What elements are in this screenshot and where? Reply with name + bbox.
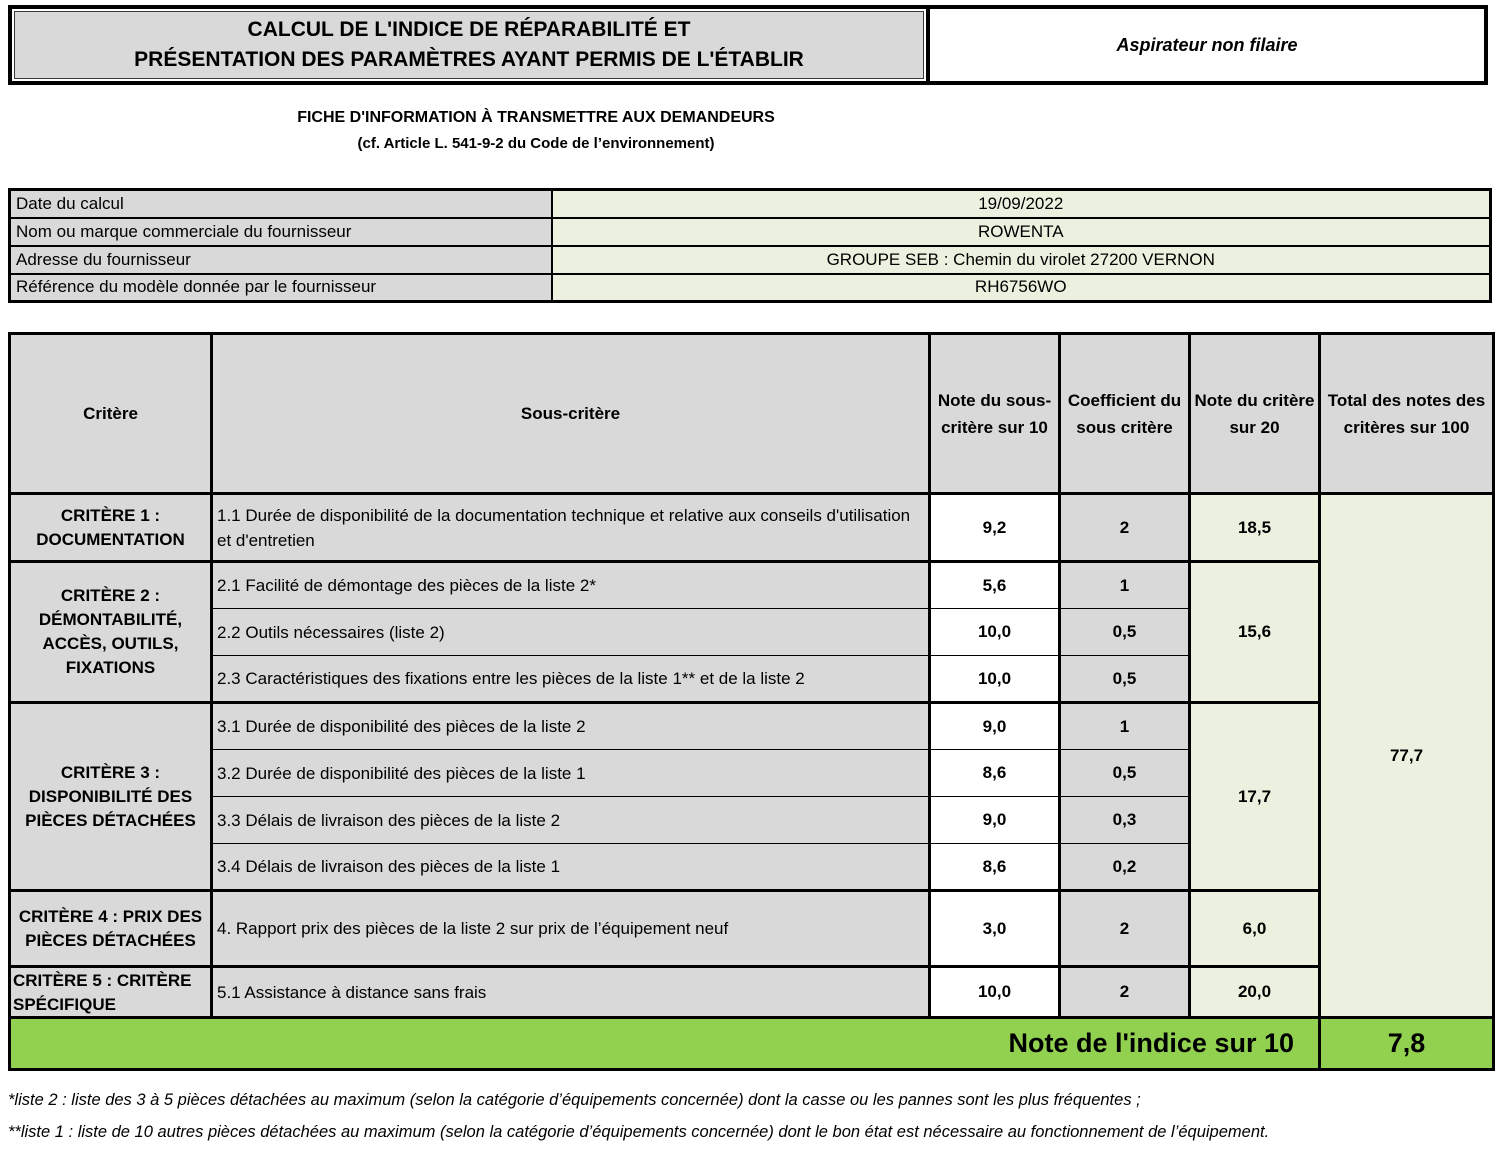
column-header-total: Total des notes des critères sur 100 <box>1320 334 1494 494</box>
sub-criterion-3-2: 3.2 Durée de disponibilité des pièces de la liste 1 <box>212 750 930 797</box>
note10-2-1: 5,6 <box>930 562 1060 609</box>
table-row <box>10 967 1494 1018</box>
info-label-address: Adresse du fournisseur <box>10 246 552 274</box>
index-score-row <box>10 1018 1494 1070</box>
criterion-5-name-text: CRITÈRE 5 : CRITÈRE SPÉCIFIQUE <box>13 971 192 1014</box>
title-line-2: PRÉSENTATION DES PARAMÈTRES AYANT PERMIS DE L'ÉTABLIR <box>134 48 804 71</box>
sub-criterion-5-1: 5.1 Assistance à distance sans frais <box>212 967 930 1018</box>
document-title <box>14 11 924 79</box>
note10-3-2: 8,6 <box>930 750 1060 797</box>
table-row <box>10 891 1494 967</box>
note10-2-3: 10,0 <box>930 656 1060 703</box>
note20-criterion-3: 17,7 <box>1190 703 1320 891</box>
note20-criterion-2: 15,6 <box>1190 562 1320 703</box>
coef-3-1: 1 <box>1060 703 1190 750</box>
note10-1-1: 9,2 <box>930 494 1060 562</box>
info-label-brand: Nom ou marque commerciale du fournisseur <box>10 218 552 246</box>
index-score-label: Note de l'indice sur 10 <box>10 1018 1320 1070</box>
product-category-box <box>926 5 1488 85</box>
document-header <box>8 5 1492 85</box>
info-row-brand <box>10 218 1491 246</box>
product-category-label: Aspirateur non filaire <box>1116 34 1298 55</box>
note20-criterion-5: 20,0 <box>1190 967 1320 1018</box>
footnote-liste-2: *liste 2 : liste des 3 à 5 pièces détachées au maximum (selon la catégorie d’équipements concernée) dont la casse ou les pannes sont les plus fréquentes ; <box>8 1091 1141 1109</box>
criteria-table <box>8 332 1495 1071</box>
coef-5-1: 2 <box>1060 967 1190 1018</box>
sub-criterion-2-3: 2.3 Caractéristiques des fixations entre les pièces de la liste 1** et de la liste 2 <box>212 656 930 703</box>
total-score-cell: 77,7 <box>1320 494 1494 1018</box>
subtitle <box>8 105 1064 157</box>
footnote-liste-1: **liste 1 : liste de 10 autres pièces détachées au maximum (selon la catégorie d’équipements concernée) dont le bon état est nécessaire au fonctionnement de l’équipement. <box>8 1123 1270 1141</box>
column-header-sous-critere: Sous-critère <box>212 334 930 494</box>
supplier-info-table <box>8 188 1492 303</box>
info-label-date: Date du calcul <box>10 190 552 218</box>
note20-criterion-4: 6,0 <box>1190 891 1320 967</box>
column-header-note10: Note du sous-critère sur 10 <box>930 334 1060 494</box>
table-row <box>10 562 1494 609</box>
criterion-5-name <box>10 967 212 1018</box>
coef-3-4: 0,2 <box>1060 844 1190 891</box>
note10-3-1: 9,0 <box>930 703 1060 750</box>
criterion-1-name: CRITÈRE 1 : DOCUMENTATION <box>10 494 212 562</box>
column-header-note20: Note du critère sur 20 <box>1190 334 1320 494</box>
coef-2-1: 1 <box>1060 562 1190 609</box>
coef-2-2: 0,5 <box>1060 609 1190 656</box>
note10-4: 3,0 <box>930 891 1060 967</box>
coef-3-2: 0,5 <box>1060 750 1190 797</box>
sub-criterion-4: 4. Rapport prix des pièces de la liste 2 sur prix de l’équipement neuf <box>212 891 930 967</box>
sub-criterion-1-1: 1.1 Durée de disponibilité de la documentation technique et relative aux conseils d'utilisation et d'entretien <box>212 494 930 562</box>
subtitle-line-2: (cf. Article L. 541-9-2 du Code de l’environnement) <box>357 135 715 152</box>
sub-criterion-2-2: 2.2 Outils nécessaires (liste 2) <box>212 609 930 656</box>
info-row-reference <box>10 274 1491 302</box>
info-value-brand: ROWENTA <box>552 218 1491 246</box>
note10-3-3: 9,0 <box>930 797 1060 844</box>
info-row-date <box>10 190 1491 218</box>
criterion-2-name: CRITÈRE 2 : DÉMONTABILITÉ, ACCÈS, OUTILS, FIXATIONS <box>10 562 212 703</box>
column-header-coefficient: Coefficient du sous critère <box>1060 334 1190 494</box>
sub-criterion-3-3: 3.3 Délais de livraison des pièces de la liste 2 <box>212 797 930 844</box>
note20-criterion-1: 18,5 <box>1190 494 1320 562</box>
criterion-3-name: CRITÈRE 3 : DISPONIBILITÉ DES PIÈCES DÉTACHÉES <box>10 703 212 891</box>
note10-2-2: 10,0 <box>930 609 1060 656</box>
title-line-1: CALCUL DE L'INDICE DE RÉPARABILITÉ ET <box>247 18 691 41</box>
sub-criterion-3-1: 3.1 Durée de disponibilité des pièces de la liste 2 <box>212 703 930 750</box>
table-row <box>10 494 1494 562</box>
info-value-date: 19/09/2022 <box>552 190 1491 218</box>
note10-3-4: 8,6 <box>930 844 1060 891</box>
table-header-row <box>10 334 1494 494</box>
info-value-reference: RH6756WO <box>552 274 1491 302</box>
coef-4: 2 <box>1060 891 1190 967</box>
criterion-4-name: CRITÈRE 4 : PRIX DES PIÈCES DÉTACHÉES <box>10 891 212 967</box>
footnotes <box>8 1084 1492 1148</box>
subtitle-line-1: FICHE D'INFORMATION À TRANSMETTRE AUX DEMANDEURS <box>297 109 775 126</box>
info-label-reference: Référence du modèle donnée par le fournisseur <box>10 274 552 302</box>
sub-criterion-2-1: 2.1 Facilité de démontage des pièces de la liste 2* <box>212 562 930 609</box>
title-box <box>8 5 930 85</box>
info-row-address <box>10 246 1491 274</box>
info-value-address: GROUPE SEB : Chemin du virolet 27200 VERNON <box>552 246 1491 274</box>
coef-1-1: 2 <box>1060 494 1190 562</box>
index-score-value: 7,8 <box>1320 1018 1494 1070</box>
column-header-critere: Critère <box>10 334 212 494</box>
table-row <box>10 703 1494 750</box>
sub-criterion-3-4: 3.4 Délais de livraison des pièces de la liste 1 <box>212 844 930 891</box>
coef-3-3: 0,3 <box>1060 797 1190 844</box>
coef-2-3: 0,5 <box>1060 656 1190 703</box>
note10-5-1: 10,0 <box>930 967 1060 1018</box>
